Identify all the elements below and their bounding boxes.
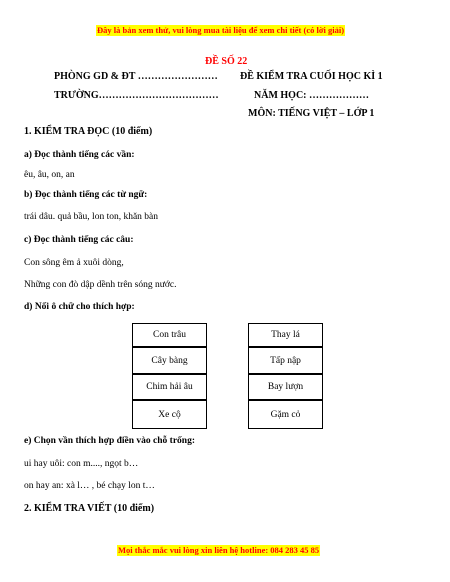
right-match-box: Thay lá <box>248 323 323 347</box>
header-left-line1: PHÒNG GD & ĐT …………………… <box>54 71 218 82</box>
left-match-box: Xe cộ <box>132 400 207 429</box>
right-match-box: Gặm cỏ <box>248 400 323 429</box>
exam-number: ĐỀ SỐ 22 <box>205 56 248 67</box>
top-banner: Đây là bản xem thử, vui lòng mua tài liệu để xem chi tiết (có lời giải) <box>97 25 345 35</box>
part-e-title: e) Chọn vần thích hợp điền vào chỗ trống: <box>24 436 196 446</box>
left-match-box: Chim hải âu <box>132 374 207 400</box>
part-d-title: d) Nối ô chữ cho thích hợp: <box>24 302 135 312</box>
part-b-text: trái dâu. quả bầu, lon ton, khăn bàn <box>24 212 159 222</box>
part-c-line1: Con sông êm ả xuôi dòng, <box>24 258 124 268</box>
part-a-text: êu, âu, on, an <box>24 170 75 180</box>
header-right-line3: MÔN: TIẾNG VIỆT – LỚP 1 <box>248 108 375 119</box>
header-left-line2: TRƯỜNG……………………………… <box>54 90 219 101</box>
header-right-line1: ĐỀ KIỂM TRA CUỐI HỌC KÌ 1 <box>240 71 383 82</box>
footer-banner: Mọi thắc mắc vui lòng xin liên hệ hotline: 084 283 45 85 <box>118 545 320 555</box>
left-match-box: Cây bàng <box>132 347 207 374</box>
part-c-line2: Những con đò dập dềnh trên sóng nước. <box>24 280 177 290</box>
section1-title: 1. KIỂM TRA ĐỌC (10 điểm) <box>24 126 153 137</box>
part-b-title: b) Đọc thành tiếng các từ ngữ: <box>24 190 148 200</box>
part-c-title: c) Đọc thành tiếng các câu: <box>24 235 134 245</box>
right-match-box: Bay lượn <box>248 374 323 400</box>
header-right-line2: NĂM HỌC: ……………… <box>254 90 369 101</box>
section2-title: 2. KIỂM TRA VIẾT (10 điểm) <box>24 503 155 514</box>
left-match-box: Con trâu <box>132 323 207 347</box>
part-e-line1: ui hay uôi: con m...., ngọt b… <box>24 459 139 469</box>
right-match-box: Tấp nập <box>248 347 323 374</box>
part-a-title: a) Đọc thành tiếng các vần: <box>24 150 135 160</box>
part-e-line2: on hay an: xà l… , bé chạy lon t… <box>24 481 155 491</box>
